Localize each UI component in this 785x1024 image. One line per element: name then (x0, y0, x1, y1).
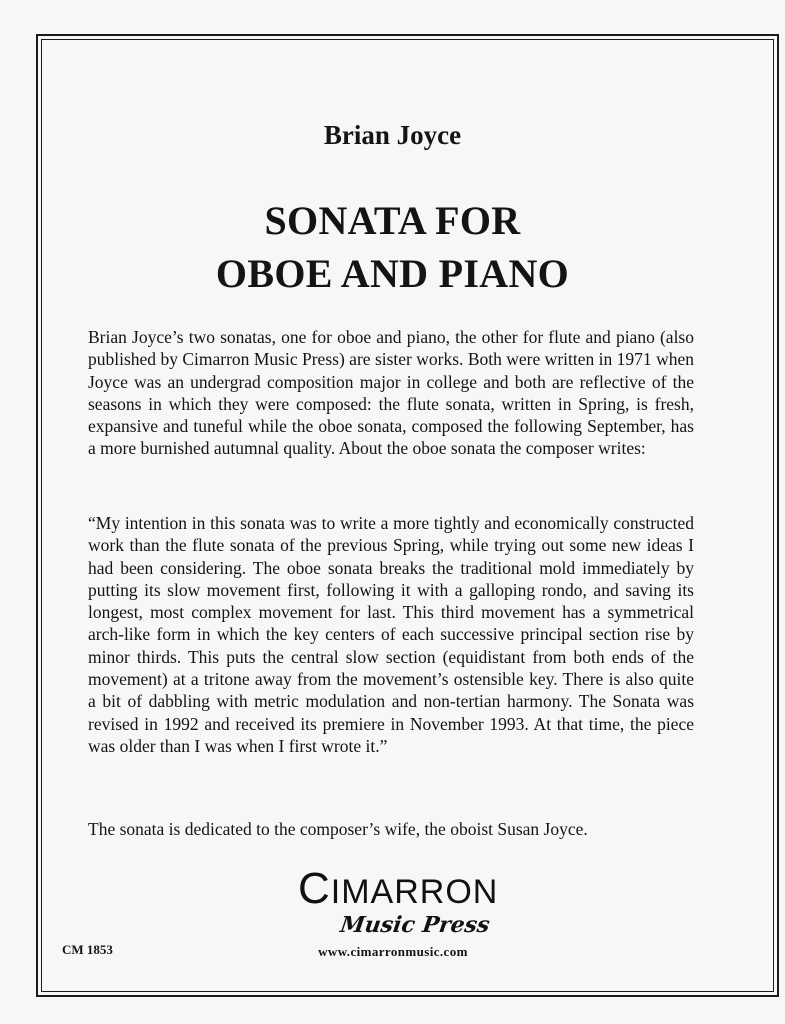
publisher-logo-rest: IMARRON (330, 873, 499, 911)
publisher-url: www.cimarronmusic.com (318, 944, 468, 959)
description-paragraph: Brian Joyce’s two sonatas, one for oboe and piano, the other for flute and piano (also published by Cimarron Music Press) are sister works. Both were written in 1971 when Joyce was an undergrad composition major in college and both are reflective of the seasons in which they were composed: the flute sonata, written in Spring, is fresh, expansive and tuneful while the oboe sonata, composed the following September, has a more burnished autumnal quality. About the oboe sonata the composer writes: (88, 327, 694, 459)
title-line-1: SONATA FOR (264, 198, 521, 243)
publisher-logo (298, 864, 499, 913)
catalog-number: CM 1853 (62, 942, 113, 957)
publisher-logo-initial: C (298, 864, 331, 913)
composer-quote-paragraph: “My intention in this sonata was to write a more tightly and economically constructed work than the flute sonata of the previous Spring, while trying out some new ideas I had been considering. The oboe sonata breaks the traditional mold immediately by putting its slow movement first, following it with a galloping rondo, and saving its longest, most complex movement for last. This third movement has a symmetrical arch-like form in which the key centers of each successive principal section rise by minor thirds. This puts the central slow section (equidistant from both ends of the movement) at a tritone away from the movement’s ostensible key. There is also quite a bit of dabbling with metric modulation and non-tertian harmony. The Sonata was revised in 1992 and received its premiere in November 1993. At that time, the piece was older than I was when I first wrote it.” (88, 513, 694, 756)
dedication-paragraph: The sonata is dedicated to the composer’s wife, the oboist Susan Joyce. (88, 819, 588, 839)
page-title (0, 194, 785, 300)
title-line-2: OBOE AND PIANO (215, 251, 570, 296)
composer-name: Brian Joyce (323, 120, 462, 150)
publisher-logo-subtitle: Music Press (338, 912, 492, 938)
